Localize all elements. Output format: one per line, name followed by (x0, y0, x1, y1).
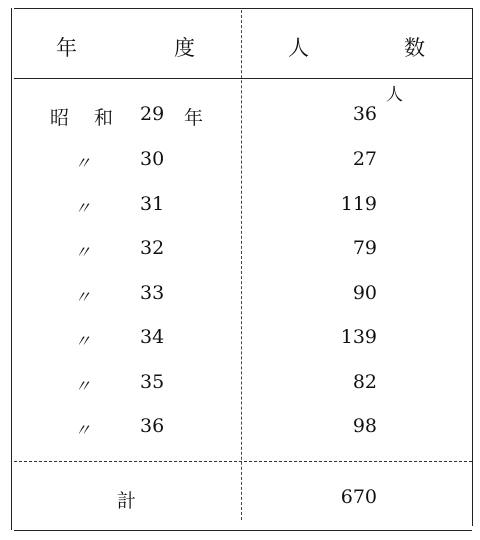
year-suffix: 年 (184, 107, 204, 129)
year-cell: 29 (140, 103, 165, 125)
year-cell: 32 (140, 237, 165, 259)
year-cell: 36 (140, 415, 165, 437)
year-cell: 30 (140, 148, 165, 170)
count-cell: 98 (352, 415, 377, 437)
header-year-left: 年 (56, 36, 77, 60)
count-cell: 36 (352, 103, 377, 125)
ditto-mark: 〃 (74, 243, 91, 263)
count-cell: 82 (352, 371, 377, 393)
ditto-mark: 〃 (74, 332, 91, 352)
count-cell: 27 (352, 148, 377, 170)
ditto-mark: 〃 (74, 377, 91, 397)
ditto-mark: 〃 (74, 199, 91, 219)
bottom-rule (14, 530, 472, 531)
header-rule (14, 78, 472, 79)
count-cell: 90 (352, 282, 377, 304)
year-cell: 33 (140, 282, 165, 304)
unit-label: 人 (386, 85, 403, 105)
total-rule (14, 461, 472, 462)
era-char-2: 和 (94, 107, 114, 129)
era-char-1: 昭 (50, 107, 70, 129)
right-border (472, 8, 473, 526)
left-border (11, 8, 12, 530)
column-divider (241, 10, 242, 520)
count-cell: 79 (352, 237, 377, 259)
total-label: 計 (117, 490, 137, 512)
year-cell: 35 (140, 371, 165, 393)
ditto-mark: 〃 (74, 154, 91, 174)
count-cell: 139 (340, 326, 377, 348)
top-rule (14, 8, 472, 9)
ditto-mark: 〃 (74, 288, 91, 308)
year-cell: 34 (140, 326, 165, 348)
header-count-left: 人 (288, 36, 309, 60)
ditto-mark: 〃 (74, 421, 91, 441)
year-cell: 31 (140, 193, 165, 215)
header-count-right: 数 (404, 36, 425, 60)
count-cell: 119 (340, 193, 377, 215)
total-count: 670 (340, 486, 377, 508)
header-year-right: 度 (174, 36, 195, 60)
